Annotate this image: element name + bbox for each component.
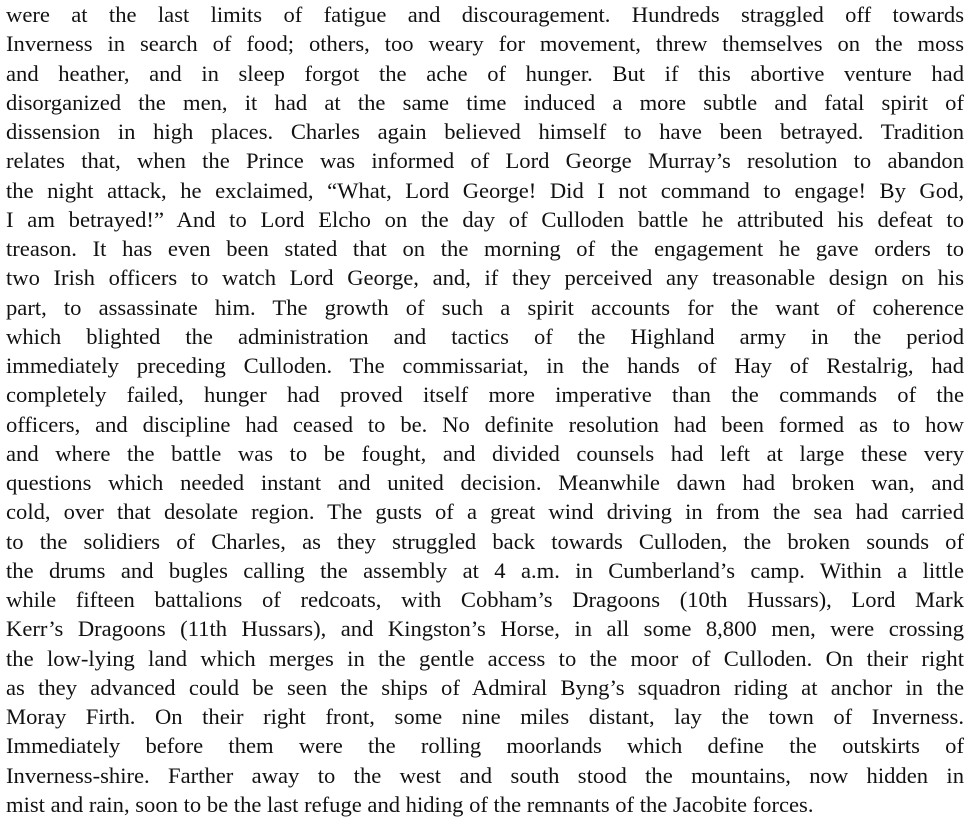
text-line: treason. It has even been stated that on the morning of the engagement he gave orders to	[6, 236, 964, 261]
text-line: part, to assassinate him. The growth of such a spirit accounts for the want of coherence	[6, 294, 964, 320]
text-line: I am betrayed!” And to Lord Elcho on the day of Culloden battle he attributed his defeat to	[6, 206, 964, 232]
text-line: and where the battle was to be fought, and divided counsels had left at large these very	[6, 440, 964, 466]
text-line: two Irish officers to watch Lord George, and, if they perceived any treasonable design on his	[6, 265, 964, 291]
text-line: were at the last limits of fatigue and discouragement. Hundreds straggled off towards	[6, 2, 964, 27]
text-line: completely failed, hunger had proved itself more imperative than the commands of the	[6, 382, 964, 408]
text-line: relates that, when the Prince was informed of Lord George Murray’s resolution to abandon	[6, 148, 964, 174]
text-line: the drums and bugles calling the assembly at 4 a.m. in Cumberland’s camp. Within a little	[6, 557, 964, 583]
text-line: to the solidiers of Charles, as they struggled back towards Culloden, the broken sounds of	[6, 528, 964, 554]
text-line: dissension in high places. Charles again believed himself to have been betrayed. Tradition	[6, 119, 964, 144]
text-line: Immediately before them were the rolling moorlands which define the outskirts of	[6, 733, 964, 759]
text-line: immediately preceding Culloden. The commissariat, in the hands of Hay of Restalrig, had	[6, 353, 964, 378]
text-line: Inverness-shire. Farther away to the west and south stood the mountains, now hidden in	[6, 762, 964, 788]
text-line: questions which needed instant and united decision. Meanwhile dawn had broken wan, and	[6, 470, 964, 495]
text-line: Kerr’s Dragoons (11th Hussars), and Kingston’s Horse, in all some 8,800 men, were crossing	[6, 616, 964, 642]
text-line: Inverness in search of food; others, too weary for movement, threw themselves on the moss	[6, 31, 964, 57]
text-line: disorganized the men, it had at the same time induced a more subtle and fatal spirit of	[6, 89, 964, 115]
text-line: which blighted the administration and tactics of the Highland army in the period	[6, 323, 964, 349]
text-line: as they advanced could be seen the ships of Admiral Byng’s squadron riding at anchor in the	[6, 674, 964, 700]
text-line: and heather, and in sleep forgot the ache of hunger. But if this abortive venture had	[6, 60, 964, 86]
text-line: officers, and discipline had ceased to be. No definite resolution had been formed as to how	[6, 411, 964, 437]
text-line: the night attack, he exclaimed, “What, Lord George! Did I not command to engage! By God,	[6, 177, 964, 203]
text-line: cold, over that desolate region. The gusts of a great wind driving in from the sea had carried	[6, 499, 964, 525]
text-line: while fifteen battalions of redcoats, with Cobham’s Dragoons (10th Hussars), Lord Mark	[6, 587, 964, 612]
body-text	[6, 0, 964, 819]
text-line: mist and rain, soon to be the last refuge and hiding of the remnants of the Jacobite forces.	[6, 791, 814, 817]
text-line: Moray Firth. On their right front, some nine miles distant, lay the town of Inverness.	[6, 704, 964, 729]
text-line: the low-lying land which merges in the gentle access to the moor of Culloden. On their right	[6, 645, 964, 671]
